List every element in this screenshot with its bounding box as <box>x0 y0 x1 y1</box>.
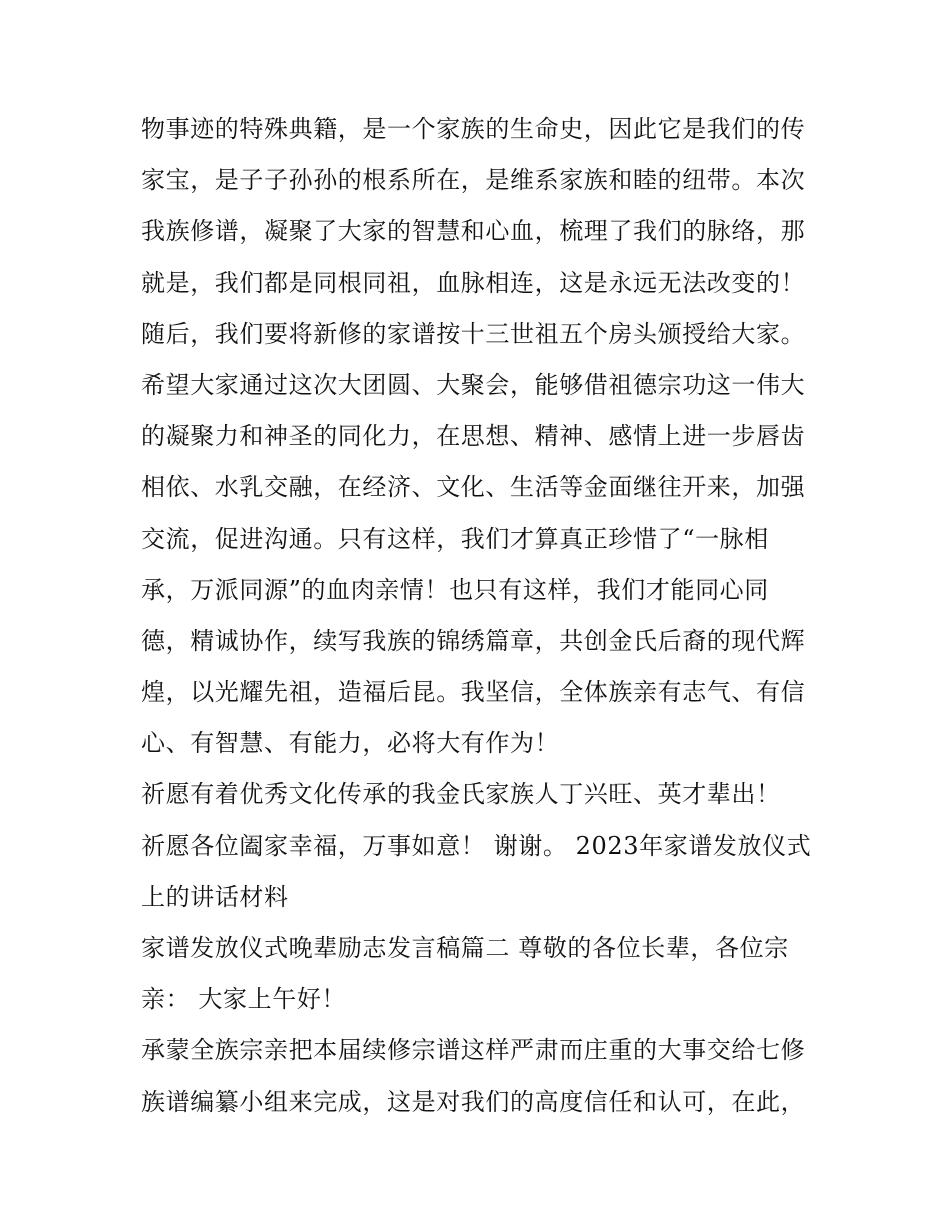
text-line: 就是，我们都是同根同祖，血脉相连，这是永远无法改变的！ <box>141 268 806 297</box>
text-line: 上的讲话材料 <box>141 882 289 911</box>
text-line: 相依、水乳交融，在经济、文化、生活等金面继往开来，加强 <box>141 473 806 502</box>
text-line: 物事迹的特殊典籍，是一个家族的生命史，因此它是我们的传 <box>141 115 806 143</box>
text-line: 德，精诚协作，续写我族的锦绣篇章，共创金氏后裔的现代辉 <box>141 626 806 655</box>
text-line: 族谱编纂小组来完成，这是对我们的高度信任和认可，在此， <box>141 1087 806 1116</box>
body-text <box>141 104 821 1128</box>
text-line: 亲： 大家上午好！ <box>141 985 347 1014</box>
text-line: 我族修谱，凝聚了大家的智慧和心血，梳理了我们的脉络，那 <box>141 217 806 246</box>
text-line: 承蒙全族宗亲把本届续修宗谱这样严肃而庄重的大事交给七修 <box>141 1036 806 1065</box>
text-line: 家谱发放仪式晚辈励志发言稿篇二 尊敬的各位长辈，各位宗 <box>141 934 789 962</box>
text-line: 的凝聚力和神圣的同化力，在思想、精神、感情上进一步唇齿 <box>141 422 806 451</box>
text-line: 希望大家通过这次大团圆、大聚会，能够借祖德宗功这一伟大 <box>141 370 806 399</box>
text-line: 祈愿各位阖家幸福，万事如意！ 谢谢。 2023年家谱发放仪式 <box>141 831 812 860</box>
text-line: 承，万派同源”的血肉亲情！也只有这样，我们才能同心同 <box>141 575 769 604</box>
text-line: 心、有智慧、有能力，必将大有作为！ <box>141 729 560 758</box>
text-line: 家宝，是子子孙孙的根系所在，是维系家族和睦的纽带。本次 <box>141 166 806 195</box>
text-line: 煌，以光耀先祖，造福后昆。我坚信，全体族亲有志气、有信 <box>141 678 806 707</box>
text-line: 祈愿有着优秀文化传承的我金氏家族人丁兴旺、英才辈出！ <box>141 780 781 809</box>
text-line: 交流，促进沟通。只有这样，我们才算真正珍惜了“一脉相 <box>141 524 769 553</box>
text-line: 随后，我们要将新修的家谱按十三世祖五个房头颁授给大家。 <box>141 319 806 348</box>
